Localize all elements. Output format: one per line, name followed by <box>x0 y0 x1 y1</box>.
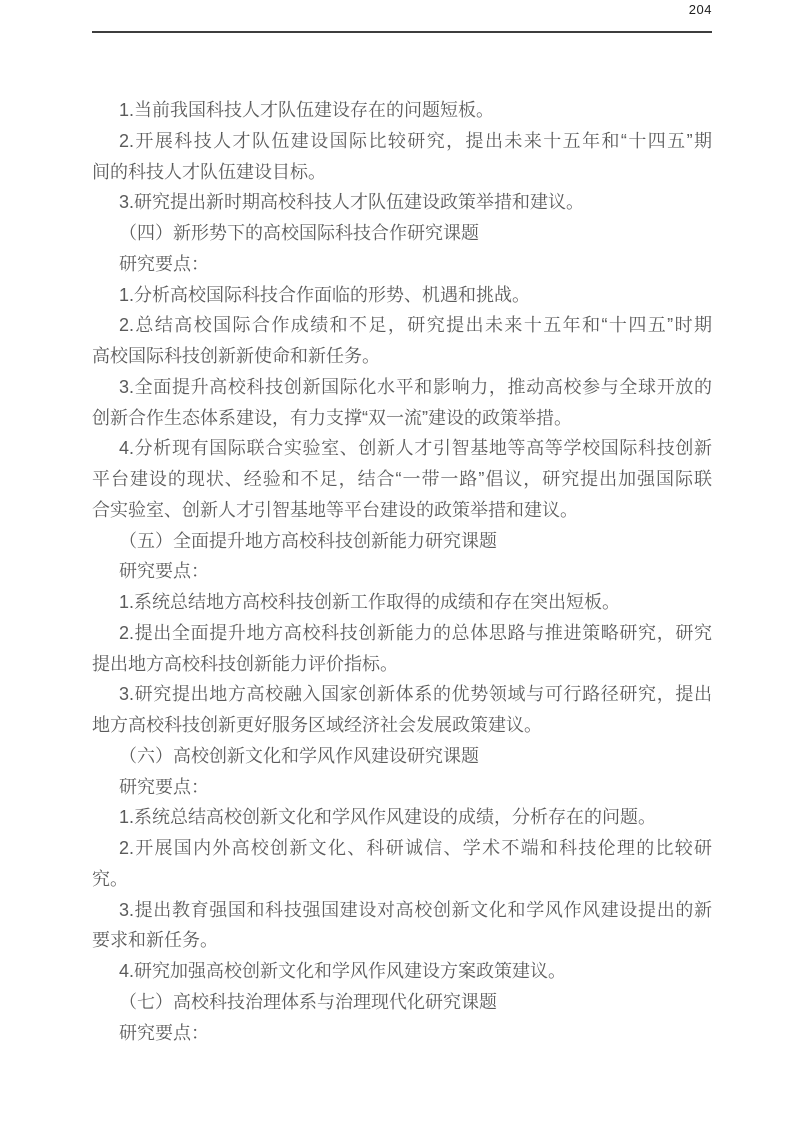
text-line: 1.系统总结高校创新文化和学风作风建设的成绩，分析存在的问题。 <box>119 807 657 828</box>
text-line: 研究要点： <box>119 776 209 797</box>
text-line: 2.提出全面提升地方高校科技创新能力的总体思路与推进策略研究，研究 <box>119 622 712 643</box>
text-line: 3.研究提出地方高校融入国家创新体系的优势领域与可行路径研究，提出 <box>119 684 712 705</box>
text-line: 4.分析现有国际联合实验室、创新人才引智基地等高等学校国际科技创新 <box>119 438 712 459</box>
text-line: 3.提出教育强国和科技强国建设对高校创新文化和学风作风建设提出的新 <box>119 899 712 920</box>
page-number: 204 <box>688 2 712 17</box>
text-line: 研究要点： <box>119 561 209 582</box>
text-line: 合实验室、创新人才引智基地等平台建设的政策举措和建议。 <box>92 499 578 520</box>
body-text-block <box>92 95 712 1048</box>
text-line: 高校国际科技创新新使命和新任务。 <box>92 346 380 366</box>
text-line: （五）全面提升地方高校科技创新能力研究课题 <box>119 530 497 551</box>
text-line: 1.分析高校国际科技合作面临的形势、机遇和挑战。 <box>119 284 531 305</box>
text-line: （七）高校科技治理体系与治理现代化研究课题 <box>119 991 497 1012</box>
text-line: 1.当前我国科技人才队伍建设存在的问题短板。 <box>119 100 495 120</box>
text-line: （六）高校创新文化和学风作风建设研究课题 <box>119 745 479 766</box>
text-line: 研究要点： <box>119 1022 209 1043</box>
text-line: 地方高校科技创新更好服务区域经济社会发展政策建议。 <box>92 715 542 735</box>
text-line: 2.开展国内外高校创新文化、科研诚信、学术不端和科技伦理的比较研 <box>119 838 712 858</box>
text-line: 2.开展科技人才队伍建设国际比较研究，提出未来十五年和“十四五”期 <box>119 130 712 151</box>
text-line: 4.研究加强高校创新文化和学风作风建设方案政策建议。 <box>119 961 567 981</box>
text-line: （四）新形势下的高校国际科技合作研究课题 <box>119 223 479 243</box>
text-line: 研究要点： <box>119 253 209 274</box>
text-line: 3.研究提出新时期高校科技人才队伍建设政策举措和建议。 <box>119 192 585 213</box>
header-rule <box>92 31 712 33</box>
text-line: 提出地方高校科技创新能力评价指标。 <box>92 653 398 674</box>
text-line: 间的科技人才队伍建设目标。 <box>92 161 326 182</box>
text-line: 1.系统总结地方高校科技创新工作取得的成绩和存在突出短板。 <box>119 592 621 612</box>
text-line: 平台建设的现状、经验和不足，结合“一带一路”倡议，研究提出加强国际联 <box>92 469 712 489</box>
text-line: 创新合作生态体系建设，有力支撑“双一流”建设的政策举措。 <box>92 407 572 428</box>
text-line: 2.总结高校国际合作成绩和不足，研究提出未来十五年和“十四五”时期 <box>119 315 712 336</box>
text-line: 3.全面提升高校科技创新国际化水平和影响力，推动高校参与全球开放的 <box>119 376 712 397</box>
text-line: 究。 <box>92 868 128 889</box>
text-line: 要求和新任务。 <box>92 930 218 951</box>
